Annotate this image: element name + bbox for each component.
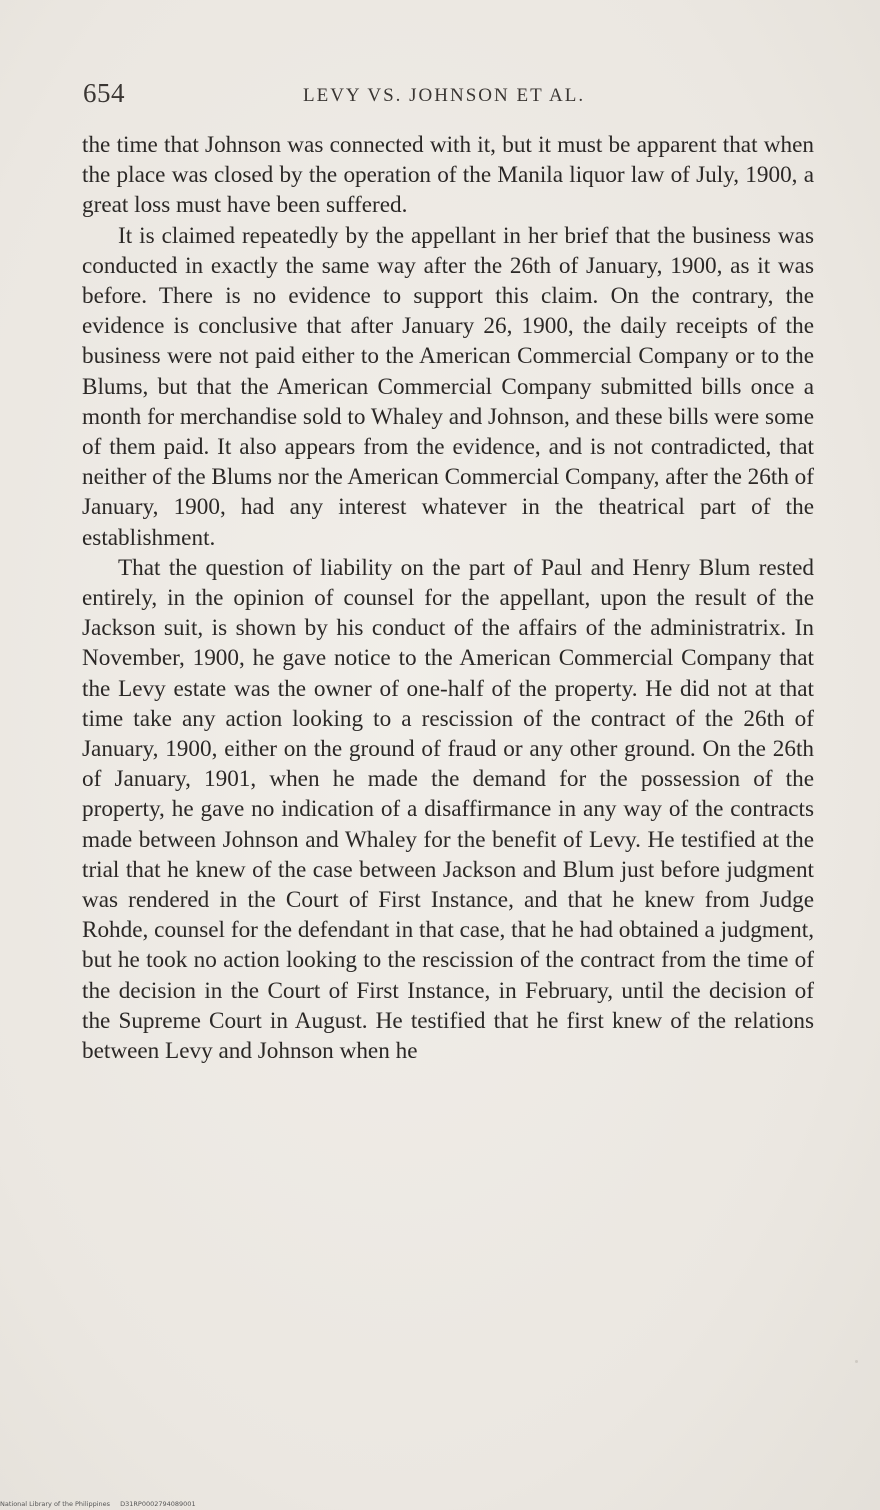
paragraph: That the question of liability on the part of Paul and Henry Blum rested entirely, in the opinion of counsel for the appellant, upon the result of the Jackson suit, is shown by his conduct of the affairs of the administratrix. In November, 1900, he gave notice to the American Commercial Company that the Levy estate was the owner of one-half of the property. He did not at that time take any action looking to a rescission of the contract of the 26th of January, 1900, either on the ground of fraud or any other ground. On the 26th of January, 1901, when he made the demand for the possession of the property, he gave no indication of a disaffirmance in any way of the contracts made between Johnson and Whaley for the benefit of Levy. He testified at the trial that he knew of the case between Jackson and Blum just before judgment was rendered in the Court of First Instance, and that he knew from Judge Rohde, counsel for the defendant in that case, that he had obtained a judgment, but he took no action looking to the rescission of the contract from the time of the decision in the Court of First Instance, in February, until the decision of the Supreme Court in August. He testified that he first knew of the relations between Levy and Johnson when he <box>82 554 814 1065</box>
footer-library: National Library of the Philippines <box>0 1500 111 1508</box>
footer-identifier: D31RP0002794089001 <box>120 1500 196 1508</box>
page-number: 654 <box>83 78 125 108</box>
body-text <box>82 130 814 1066</box>
paragraph: It is claimed repeatedly by the appellant in her brief that the business was conducted in exactly the same way after the 26th of January, 1900, as it was before. There is no evidence to support this claim. On the contrary, the evidence is conclusive that after January 26, 1900, the daily receipts of the business were not paid either to the American Commercial Company or to the Blums, but that the American Commercial Company submitted bills once a month for merchandise sold to Whaley and Johnson, and these bills were some of them paid. It also appears from the evidence, and is not contradicted, that neither of the Blums nor the American Commercial Company, after the 26th of January, 1900, had any interest whatever in the theatrical part of the establishment. <box>82 222 814 551</box>
paragraph-continued: the time that Johnson was connected with it, but it must be apparent that when the place was closed by the operation of the Manila liquor law of July, 1900, a great loss must have been suffered. <box>82 132 814 219</box>
page-header <box>83 78 823 118</box>
running-head: LEVY VS. JOHNSON ET AL. <box>303 85 586 106</box>
scan-footer <box>0 1499 880 1510</box>
scan-speck <box>855 1360 858 1363</box>
